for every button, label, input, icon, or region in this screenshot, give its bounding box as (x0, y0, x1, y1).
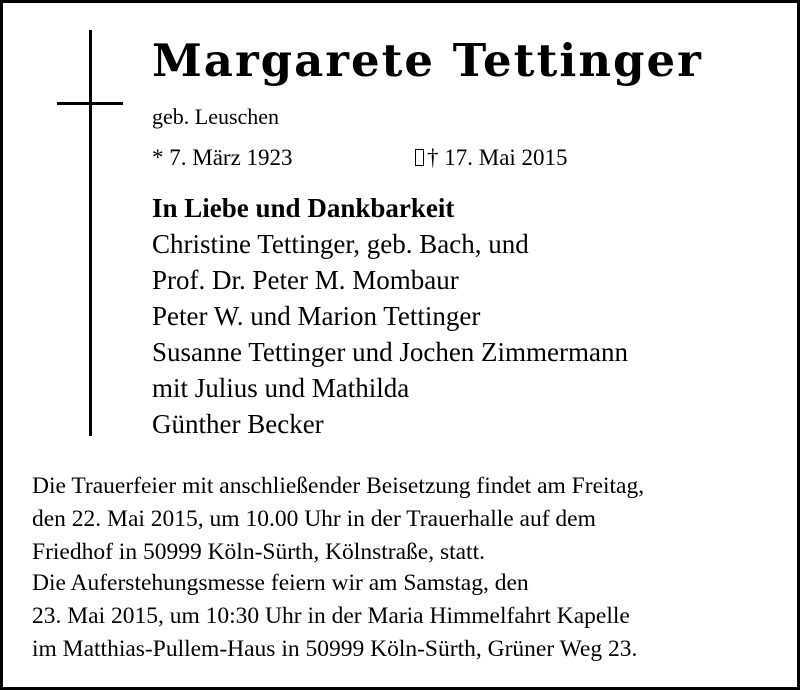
cross-icon (89, 30, 92, 436)
cross-bar (57, 102, 123, 105)
mass-notice-line: 23. Mai 2015, um 10:30 Uhr in der Maria Himmelfahrt Kapelle (32, 603, 630, 629)
death-cross-symbol: † (427, 145, 439, 170)
mass-notice (32, 567, 637, 666)
birth-date: * 7. März 1923 (152, 145, 293, 170)
deceased-name: Margarete Tettinger (152, 34, 703, 87)
mourner-line: Christine Tettinger, geb. Bach, und (152, 229, 529, 259)
mourners-block (152, 190, 628, 442)
missing-glyph-icon (415, 149, 424, 166)
mourner-line: Susanne Tettinger und Jochen Zimmermann (152, 337, 629, 367)
funeral-notice-line: den 22. Mai 2015, um 10.00 Uhr in der Trauerhalle auf dem (32, 506, 596, 532)
funeral-notice (32, 470, 644, 569)
death-date: 17. Mai 2015 (444, 145, 568, 170)
mourner-line: Peter W. und Marion Tettinger (152, 301, 481, 331)
mourner-line: Prof. Dr. Peter M. Mombaur (152, 265, 459, 295)
mass-notice-line: im Matthias-Pullem-Haus in 50999 Köln-Sürth, Grüner Weg 23. (32, 636, 638, 662)
mourners-heading: In Liebe und Dankbarkeit (152, 193, 455, 223)
mourner-line: Günther Becker (152, 409, 324, 439)
funeral-notice-line: Die Trauerfeier mit anschließender Beisetzung findet am Freitag, (32, 473, 645, 499)
mourner-line: mit Julius und Mathilda (152, 373, 410, 403)
funeral-notice-line: Friedhof in 50999 Köln-Sürth, Kölnstraße, statt. (32, 539, 485, 565)
maiden-name: geb. Leuschen (152, 104, 280, 129)
mass-notice-line: Die Auferstehungsmesse feiern wir am Samstag, den (32, 570, 529, 596)
death-date-line (415, 144, 568, 172)
